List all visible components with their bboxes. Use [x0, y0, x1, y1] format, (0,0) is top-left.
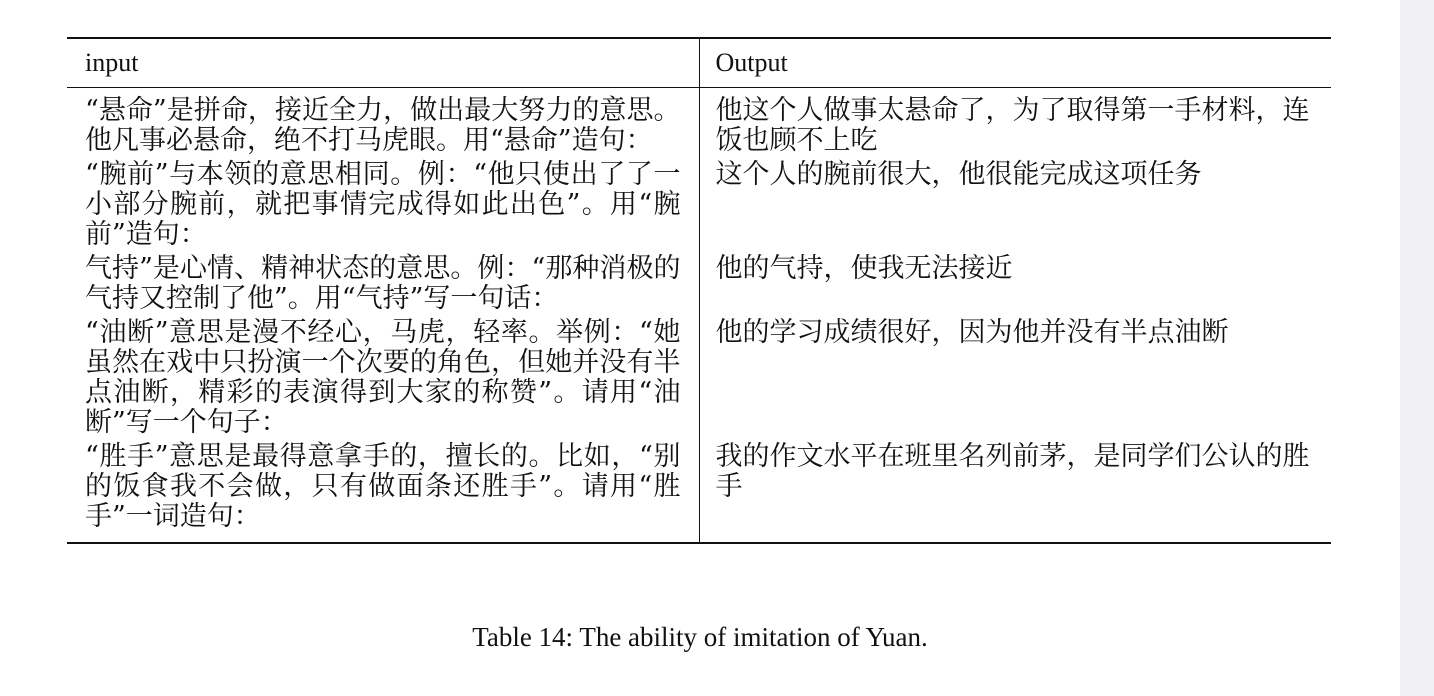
header-row — [67, 38, 1331, 88]
table-row — [67, 156, 1331, 250]
table-row — [67, 88, 1331, 157]
input-cell: 气持”是心情、精神状态的意思。例：“那种消极的气持又控制了他”。用“气持”写一句话： — [85, 253, 681, 314]
table-row — [67, 438, 1331, 543]
input-cell: “胜手”意思是最得意拿手的，擅长的。比如，“别的饭食我不会做，只有做面条还胜手”。请用“胜手”一词造句： — [85, 441, 681, 532]
imitation-table — [67, 37, 1331, 544]
output-cell: 他的学习成绩很好，因为他并没有半点油断 — [699, 314, 1331, 438]
output-cell: 他这个人做事太悬命了，为了取得第一手材料，连饭也顾不上吃 — [699, 88, 1331, 157]
table-row — [67, 250, 1331, 314]
output-cell: 我的作文水平在班里名列前茅，是同学们公认的胜手 — [699, 438, 1331, 543]
table-body — [67, 88, 1331, 544]
page-margin-strip — [1400, 0, 1434, 696]
input-cell: “腕前”与本领的意思相同。例：“他只使出了了一小部分腕前，就把事情完成得如此出色”。用“腕前”造句： — [85, 159, 681, 250]
table — [67, 37, 1331, 544]
output-cell: 他的气持，使我无法接近 — [699, 250, 1331, 314]
header-input: input — [85, 48, 139, 77]
table-header — [67, 38, 1331, 88]
table-caption: Table 14: The ability of imitation of Yuan. — [472, 622, 928, 652]
input-cell: “悬命”是拼命，接近全力，做出最大努力的意思。他凡事必悬命，绝不打马虎眼。用“悬命”造句： — [85, 95, 681, 156]
output-cell: 这个人的腕前很大，他很能完成这项任务 — [699, 156, 1331, 250]
input-cell: “油断”意思是漫不经心，马虎，轻率。举例：“她虽然在戏中只扮演一个次要的角色，但她并没有半点油断，精彩的表演得到大家的称赞”。请用“油断”写一个句子： — [85, 317, 681, 438]
table-row — [67, 314, 1331, 438]
header-output: Output — [699, 38, 1331, 88]
